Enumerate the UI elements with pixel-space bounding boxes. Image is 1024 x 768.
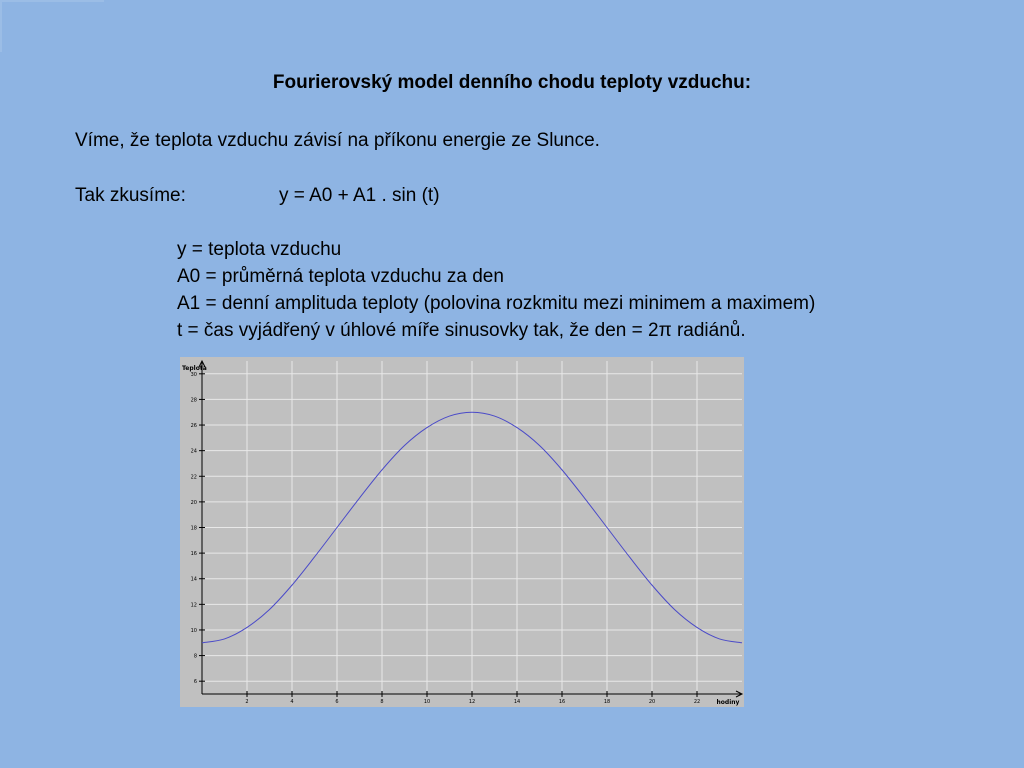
x-tick-label: 10 [423, 699, 431, 705]
definition-a0: A0 = průměrná teplota vzduchu za den [177, 266, 504, 287]
y-tick-label: 18 [190, 525, 197, 532]
y-axis-label: Teplota [182, 365, 207, 372]
chart-svg [180, 357, 744, 707]
definition-a1: A1 = denní amplituda teploty (polovina rozkmitu mezi minimem a maximem) [177, 293, 816, 314]
y-tick-label: 28 [190, 397, 197, 404]
y-tick-label: 24 [190, 448, 197, 455]
y-tick-label: 12 [190, 602, 197, 609]
x-tick-label: 22 [693, 699, 701, 705]
y-tick-label: 22 [190, 474, 197, 481]
y-tick-label: 14 [190, 576, 197, 583]
slide-title: Fourierovský model denního chodu teploty vzduchu: [272, 72, 752, 93]
y-tick-label: 10 [190, 627, 197, 634]
y-tick-label: 16 [190, 551, 197, 558]
x-tick-label: 20 [648, 699, 656, 705]
intro-text: Víme, že teplota vzduchu závisí na příkonu energie ze Slunce. [75, 130, 600, 151]
x-tick-label: 4 [290, 699, 294, 705]
y-tick-label: 26 [190, 423, 197, 430]
formula-label: Tak zkusíme: [75, 185, 186, 206]
x-tick-label: 6 [335, 699, 339, 705]
y-tick-label: 8 [193, 653, 197, 660]
definition-y: y = teplota vzduchu [177, 239, 342, 260]
x-tick-label: 2 [245, 699, 249, 705]
x-tick-label: 12 [468, 699, 476, 705]
temperature-chart [180, 357, 744, 707]
slide-corner-decoration [0, 0, 104, 52]
x-tick-label: 8 [380, 699, 384, 705]
x-tick-label: 18 [603, 699, 611, 705]
x-axis-label: hodiny [716, 699, 740, 706]
x-tick-label: 16 [558, 699, 566, 705]
x-tick-label: 14 [513, 699, 521, 705]
y-tick-label: 6 [193, 679, 197, 686]
definition-t: t = čas vyjádřený v úhlové míře sinusovky tak, že den = 2π radiánů. [177, 320, 746, 341]
y-tick-label: 30 [190, 371, 197, 378]
formula: y = A0 + A1 . sin (t) [279, 185, 440, 206]
y-tick-label: 20 [190, 499, 197, 506]
